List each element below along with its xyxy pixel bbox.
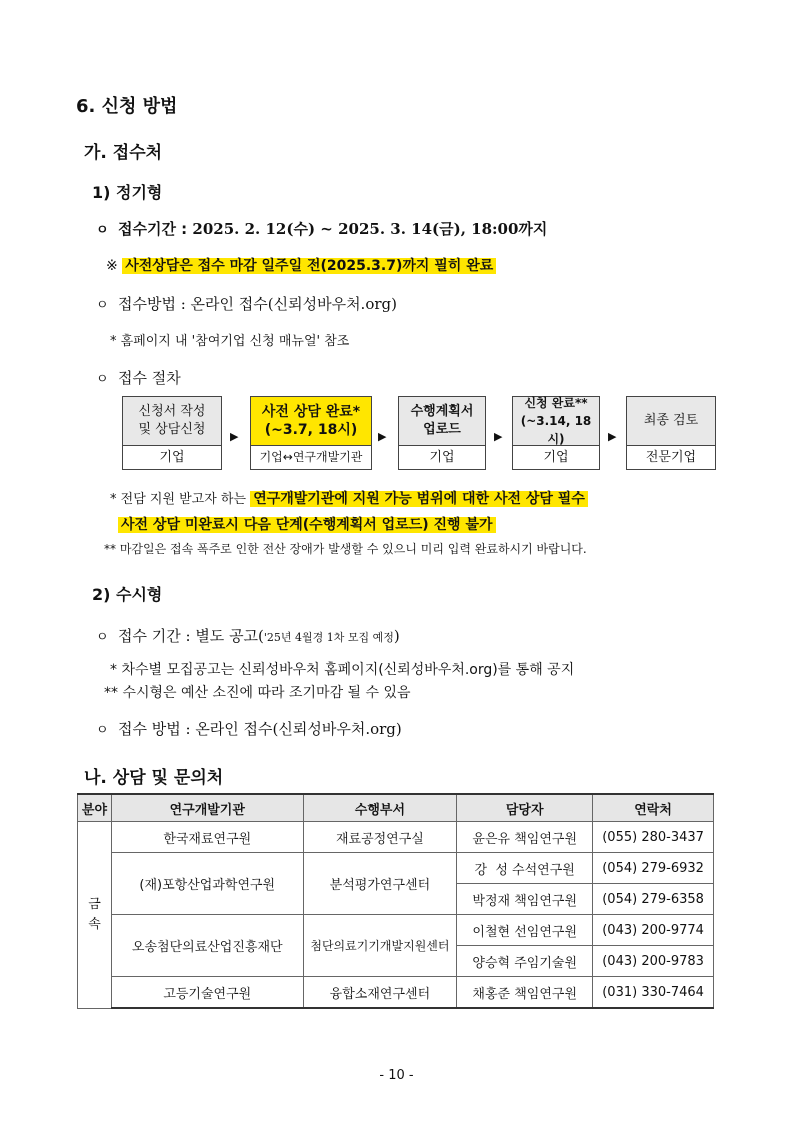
flow-actor: 전문기업 <box>626 446 716 470</box>
subsection-contacts: 나. 상담 및 문의처 <box>84 768 224 788</box>
period-value: 2025. 2. 12(수) ~ 2025. 3. 14(금), 18:00까지 <box>192 220 548 238</box>
bullet-mark: ㅇ <box>96 298 109 313</box>
step-line: 신청서 작성 <box>138 404 206 419</box>
method-text: 접수방법 : 온라인 접수(신뢰성바우처.org) <box>118 295 397 313</box>
header-dept: 수행부서 <box>303 794 457 822</box>
flow-actor: 기업 <box>398 446 486 470</box>
step-line: 수행계획서 <box>410 404 474 419</box>
org-cell: 고등기술연구원 <box>111 977 303 1009</box>
org-cell: (재)포항산업과학연구원 <box>111 853 303 915</box>
phone-cell: (031) 330-7464 <box>593 977 714 1009</box>
phone-cell: (054) 279-6932 <box>593 853 714 884</box>
bullet-mark: ㅇ <box>96 630 109 645</box>
reception-method <box>96 293 397 314</box>
org-cell: 한국재료연구원 <box>111 822 303 853</box>
step-line: 및 상담신청 <box>138 422 206 437</box>
note-mark: ※ <box>106 258 118 274</box>
person-cell: 양승혁 주임기술원 <box>457 946 593 977</box>
period-label: 접수기간 : <box>118 220 188 238</box>
procedure-text: 접수 절차 <box>118 369 181 387</box>
flow-note-2 <box>118 514 496 534</box>
pre-consult-note <box>106 255 496 275</box>
header-org: 연구개발기관 <box>111 794 303 822</box>
rolling-text: 접수 기간 : 별도 공고( <box>118 627 264 645</box>
flow-note-1 <box>110 488 588 508</box>
phone-cell: (054) 279-6358 <box>593 884 714 915</box>
note-highlight: 연구개발기관에 지원 가능 범위에 대한 사전 상담 필수 <box>250 491 588 507</box>
person-cell: 윤은유 책임연구원 <box>457 822 593 853</box>
step-line: 사전 상담 완료* <box>261 404 361 420</box>
contacts-table <box>77 793 714 1009</box>
field-char: 속 <box>88 916 101 932</box>
flow-step-consult <box>250 396 372 446</box>
flow-note-3: ** 마감일은 접속 폭주로 인한 전산 장애가 발생할 수 있으니 미리 입력 완료하시기 바랍니다. <box>104 542 587 556</box>
flow-step-apply <box>122 396 222 446</box>
step-line: 최종 검토 <box>643 413 699 428</box>
header-phone: 연락처 <box>593 794 714 822</box>
rolling-end: ) <box>393 627 400 645</box>
phone-cell: (043) 200-9774 <box>593 915 714 946</box>
rolling-small: '25년 4월경 1차 모집 예정 <box>263 631 394 644</box>
step-line: 업로드 <box>423 422 461 437</box>
method-note: * 홈페이지 내 '참여기업 신청 매뉴얼' 참조 <box>110 334 350 349</box>
table-row <box>78 915 714 946</box>
table-header-row <box>78 794 714 822</box>
person-cell: 채홍준 책임연구원 <box>457 977 593 1009</box>
phone-cell: (043) 200-9783 <box>593 946 714 977</box>
flow-step-upload <box>398 396 486 446</box>
dept-cell: 분석평가연구센터 <box>303 853 457 915</box>
rolling-method <box>96 718 402 739</box>
note-text: * 전담 지원 받고자 하는 <box>110 492 247 507</box>
flow-arrow-icon: ▶ <box>230 430 239 443</box>
flow-step-review <box>626 396 716 446</box>
dept-cell: 융합소재연구센터 <box>303 977 457 1009</box>
table-row <box>78 977 714 1009</box>
dept-cell: 재료공정연구실 <box>303 822 457 853</box>
step-line: 신청 완료** <box>524 396 588 410</box>
person-cell: 강 성 수석연구원 <box>457 853 593 884</box>
bullet-mark: ㅇ <box>96 372 109 387</box>
rolling-method-text: 접수 방법 : 온라인 접수(신뢰성바우처.org) <box>118 720 402 738</box>
procedure-heading <box>96 367 181 388</box>
dept-cell: 첨단의료기기개발지원센터 <box>303 915 457 977</box>
flow-arrow-icon: ▶ <box>378 430 387 443</box>
header-person: 담당자 <box>457 794 593 822</box>
flow-arrow-icon: ▶ <box>608 430 617 443</box>
table-row <box>78 853 714 884</box>
flow-actor: 기업 <box>122 446 222 470</box>
flow-actor: 기업 <box>512 446 600 470</box>
flow-step-complete <box>512 396 600 446</box>
rolling-period <box>96 625 400 646</box>
person-cell: 박정재 책임연구원 <box>457 884 593 915</box>
field-char: 금 <box>88 896 101 912</box>
phone-cell: (055) 280-3437 <box>593 822 714 853</box>
field-cell <box>78 822 112 1009</box>
reception-period <box>96 218 547 239</box>
step-line: (~3.7, 18시) <box>264 422 358 438</box>
rolling-note-2: ** 수시형은 예산 소진에 따라 조기마감 될 수 있음 <box>104 685 411 701</box>
rolling-note-1: * 차수별 모집공고는 신뢰성바우처 홈페이지(신뢰성바우처.org)를 통해 공지 <box>110 662 575 678</box>
subsection-reception: 가. 접수처 <box>84 143 163 163</box>
subsection-regular: 1) 정기형 <box>92 183 163 202</box>
org-cell: 오송첨단의료산업진흥재단 <box>111 915 303 977</box>
page-number: - 10 - <box>379 1068 414 1083</box>
table-row <box>78 822 714 853</box>
flow-arrow-icon: ▶ <box>494 430 503 443</box>
bullet-mark: ㅇ <box>96 223 109 238</box>
pre-consult-highlight: 사전상담은 접수 마감 일주일 전(2025.3.7)까지 필히 완료 <box>122 258 496 274</box>
bullet-mark: ㅇ <box>96 723 109 738</box>
person-cell: 이철현 선임연구원 <box>457 915 593 946</box>
flow-actor: 기업↔연구개발기관 <box>250 446 372 470</box>
note-highlight: 사전 상담 미완료시 다음 단계(수행계획서 업로드) 진행 불가 <box>118 517 496 533</box>
step-line: (~3.14, 18시) <box>520 414 592 446</box>
section-title: 6. 신청 방법 <box>76 96 178 117</box>
header-field: 분야 <box>78 794 112 822</box>
subsection-rolling: 2) 수시형 <box>92 585 163 604</box>
